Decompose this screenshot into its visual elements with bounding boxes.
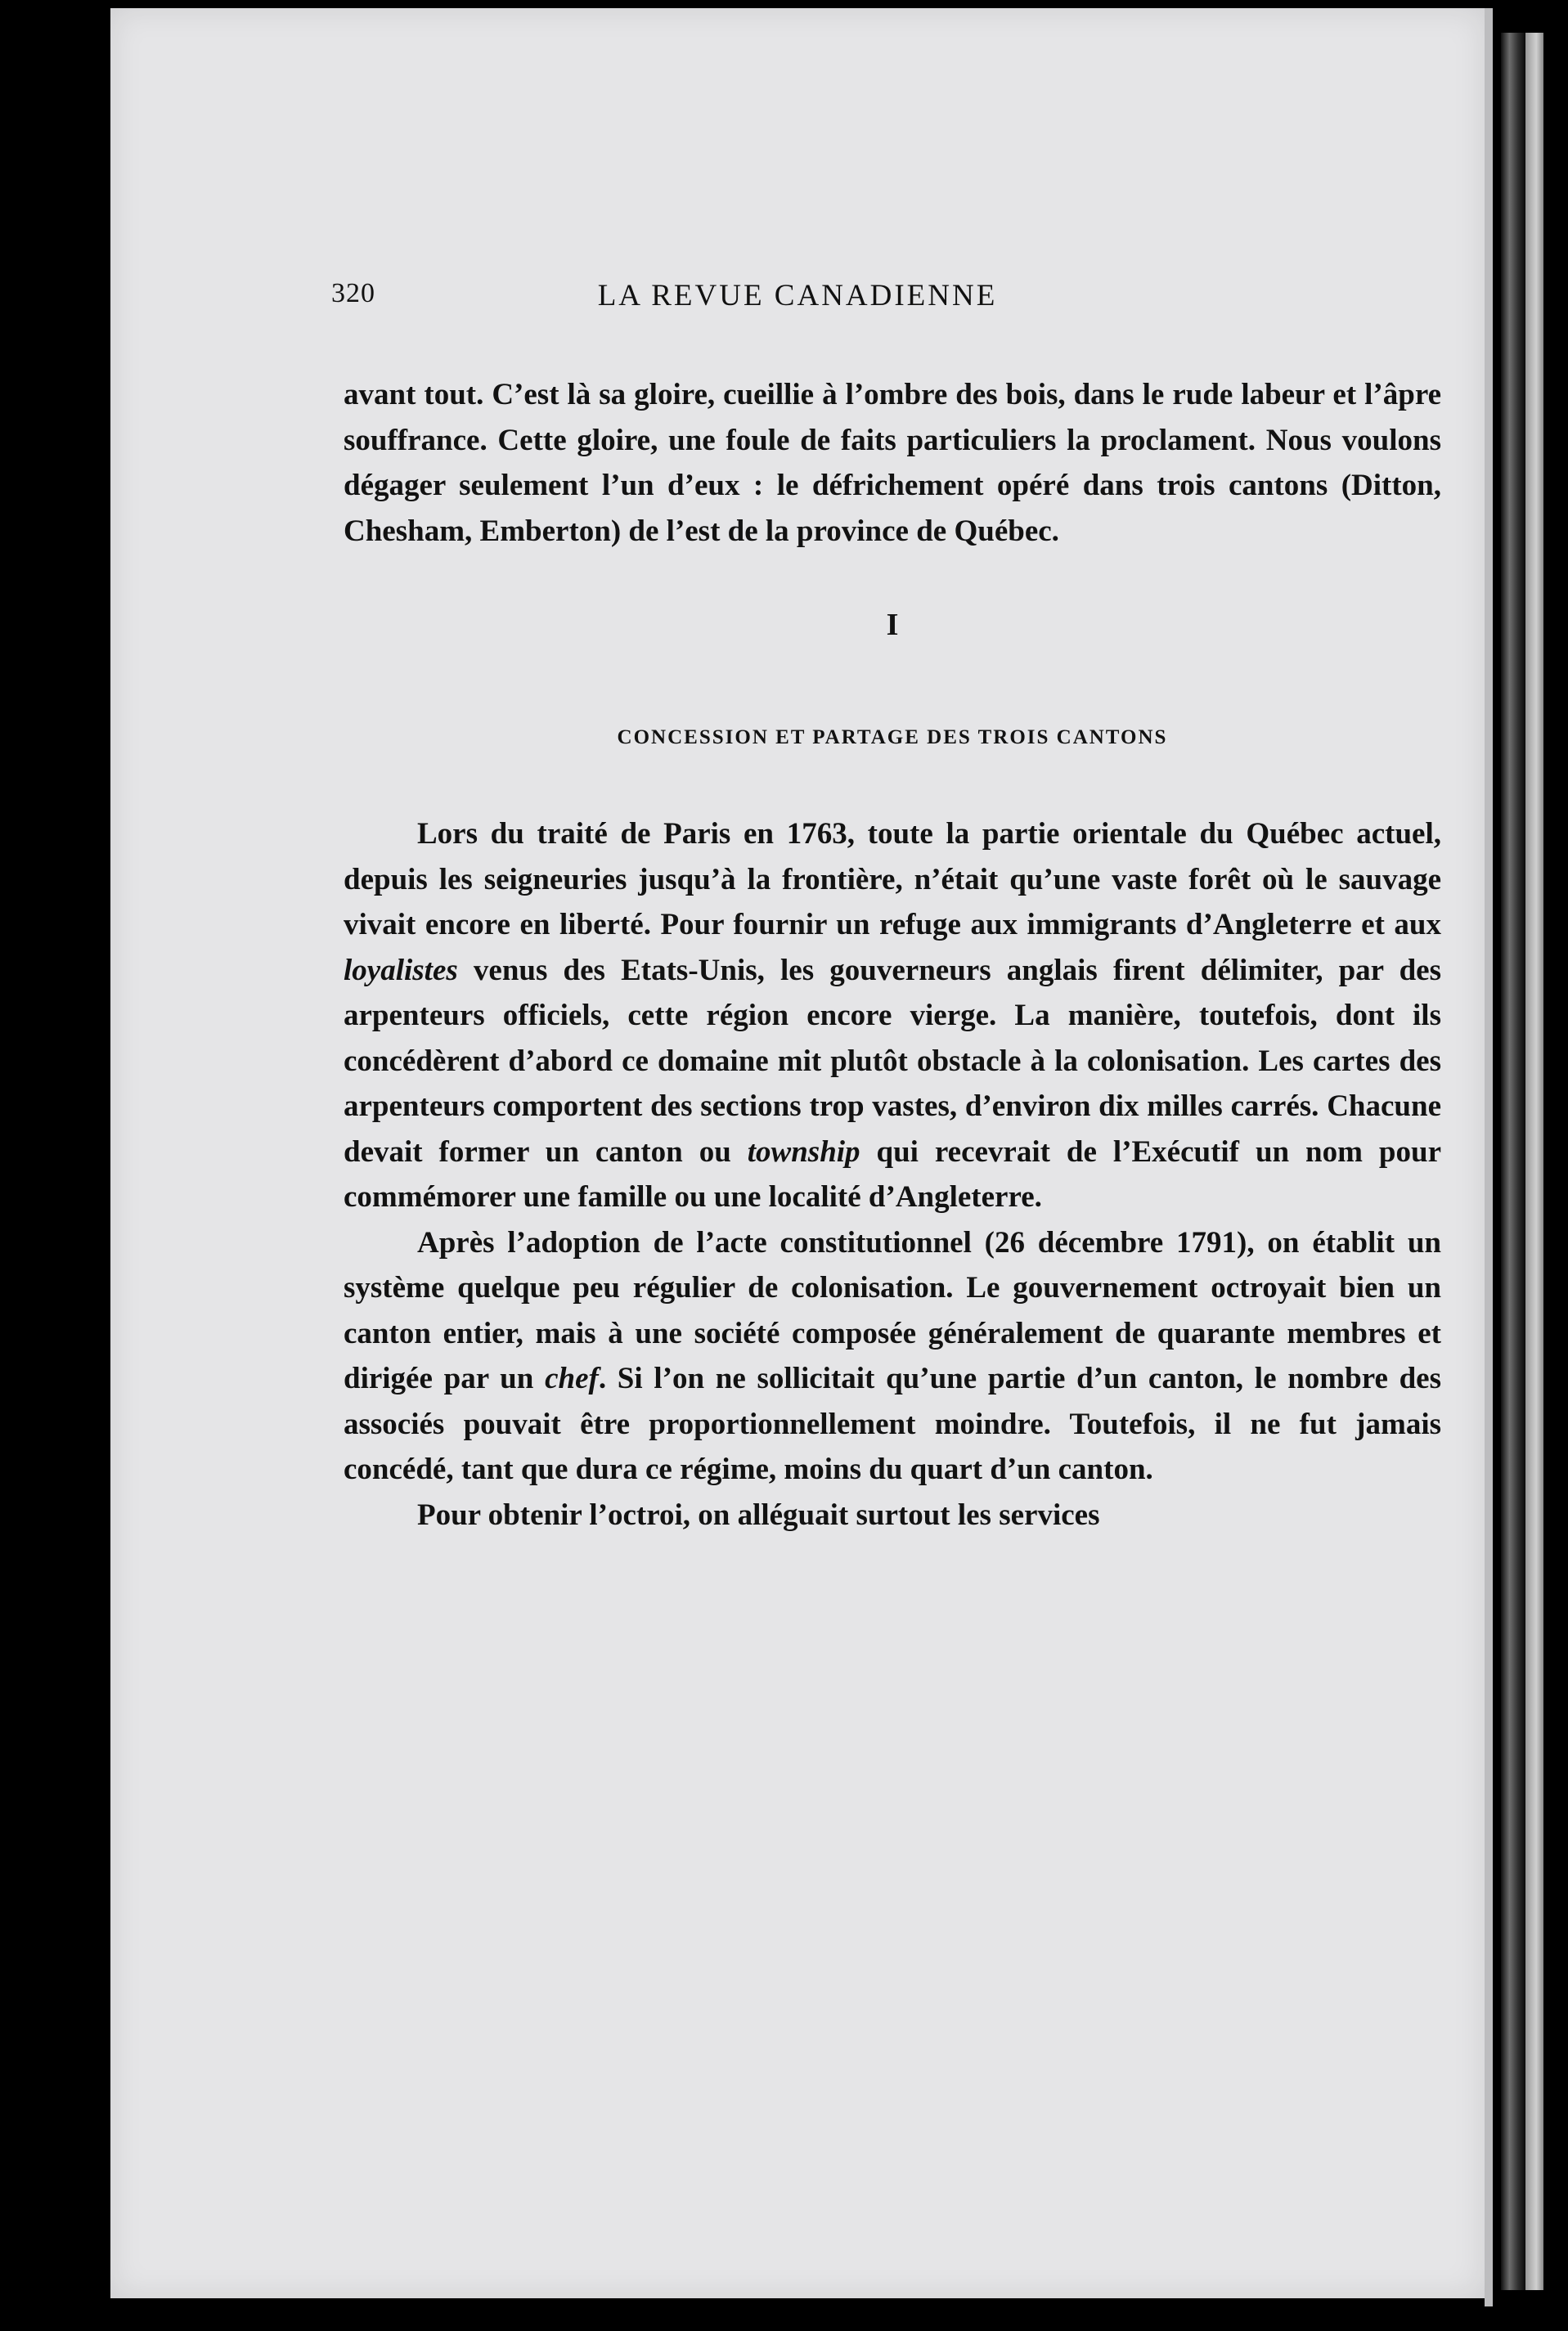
section-number: I — [886, 608, 899, 642]
italic-term: loyalistes — [344, 953, 458, 987]
paragraph-treaty — [344, 811, 1441, 1220]
paragraph-text: qui recevrait de l’Exécutif un nom pour commémorer une famille ou une localité d’Angleterre. — [344, 1134, 1441, 1214]
section-title: CONCESSION ET PARTAGE DES TROIS CANTONS — [617, 726, 1168, 748]
page-edge — [1485, 8, 1493, 2306]
book-page — [110, 8, 1485, 2298]
body-text — [344, 372, 1441, 1538]
italic-term: township — [747, 1134, 860, 1169]
page-number: 320 — [331, 278, 375, 308]
paragraph-text: Après l’adoption de l’acte constitutionnel (26 décembre 1791), on établit un système quelque peu régulier de colonisation. Le gouvernement octroyait bien un canton entier, mais à une société composée généralement de quarante membres et dirigée par un — [344, 1225, 1441, 1395]
paragraph-text: Lors du traité de Paris en 1763, toute la partie orientale du Québec actuel, depuis les seigneuries jusqu’à la frontière, n’était qu’une vaste forêt où le sauvage vivait encore en liberté. Pour fournir un refuge aux immigrants d’Angleterre et aux — [344, 817, 1441, 941]
binding-highlight — [1525, 33, 1543, 2290]
journal-title: LA REVUE CANADIENNE — [597, 279, 998, 312]
paragraph-text: . Si l’on ne sollicitait qu’une partie d’un canton, le nombre des associés pouvait être proportionnellement moindre. Toutefois, il ne fut jamais concédé, tant que dura ce régime, moins du quart d’un canton. — [344, 1362, 1441, 1486]
italic-term: chef — [545, 1362, 599, 1395]
book-binding — [1501, 33, 1525, 2290]
paragraph-intro: avant tout. C’est là sa gloire, cueillie à l’ombre des bois, dans le rude labeur et l’âpre souffrance. Cette gloire, une foule de faits particuliers la proclament. Nous voulons dégager seulement l’un d’eux : le défrichement opéré dans trois cantons (Ditton, Chesham, Emberton) de l’est de la province de Québec. — [344, 378, 1441, 548]
paragraph-text: venus des Etats-Unis, les gouverneurs anglais firent délimiter, par des arpenteurs officiels, cette région encore vierge. La manière, toutefois, dont ils concédèrent d’abord ce domaine mit plutôt obstacle à la colonisation. Les cartes des arpenteurs comportent des sections trop vastes, d’environ dix milles carrés. Chacune devait former un canton ou — [344, 953, 1441, 1169]
paragraph-octroi: Pour obtenir l’octroi, on alléguait surtout les services — [417, 1498, 1100, 1532]
running-head — [110, 278, 1485, 319]
paragraph-constitution — [344, 1220, 1441, 1493]
